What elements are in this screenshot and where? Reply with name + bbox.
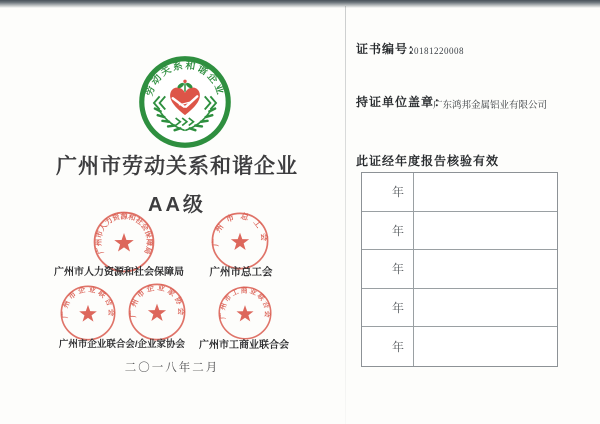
grade-label: AA级 [148, 194, 206, 216]
year-cell: 年 [362, 289, 414, 327]
star-icon [236, 305, 253, 321]
harmony-emblem [138, 55, 232, 149]
table-row [362, 173, 557, 212]
seal-label-enterprise-federation: 广州市企业联合会/企业家协会 [58, 339, 186, 350]
seal-arc-text: 广州市总工会 [211, 211, 269, 247]
holder-company-name: 广东鸿邦金属铝业有限公司 [433, 101, 548, 111]
seal-label-human-resources-bureau: 广州市人力资源和社会保障局 [54, 267, 184, 278]
year-cell: 年 [362, 212, 414, 250]
emblem-arc-text: 劳动关系和谐企业 [144, 60, 226, 98]
year-cell: 年 [362, 250, 414, 288]
table-row [362, 327, 557, 366]
star-icon [114, 233, 133, 251]
seal-arc-text: 广州市人力资源和社会保障局 [93, 211, 155, 256]
seal-enterprise-federation [59, 284, 117, 342]
scan-edge [0, 0, 600, 8]
fold-line [345, 6, 346, 424]
annual-verification-table [361, 172, 558, 367]
record-cell [414, 173, 557, 211]
seal-industry-commerce-federation [217, 285, 273, 341]
issue-date: 二〇一八年二月 [124, 362, 220, 374]
certificate-title: 广州市劳动关系和谐企业 [56, 155, 298, 178]
validity-note: 此证经年度报告核验有效 [356, 154, 500, 168]
table-row [362, 289, 557, 328]
record-cell [414, 289, 557, 327]
cert-number-label: 证书编号： [356, 42, 422, 56]
cert-number-value: 20181220008 [409, 46, 464, 56]
star-icon [231, 233, 249, 250]
seal-label-industry-commerce-federation: 广州市工商业联合会 [199, 340, 289, 351]
year-cell: 年 [362, 327, 414, 366]
seal-entrepreneur-association [127, 282, 187, 342]
seal-arc-text: 广州市企业家协会 [128, 282, 186, 318]
record-cell [414, 212, 557, 250]
table-row [362, 250, 557, 289]
year-cell: 年 [362, 173, 414, 211]
record-cell [414, 250, 557, 288]
seal-label-trade-union: 广州市总工会 [209, 266, 273, 278]
holder-stamp-label: 持证单位盖章： [356, 95, 448, 109]
star-icon [79, 305, 97, 322]
record-cell [414, 327, 557, 366]
star-icon [148, 304, 166, 321]
seal-arc-text: 广州市工商业联合会 [219, 287, 271, 320]
seal-arc-text: 广州市企业联合会 [59, 284, 117, 319]
table-row [362, 212, 557, 251]
seal-trade-union [210, 211, 270, 271]
